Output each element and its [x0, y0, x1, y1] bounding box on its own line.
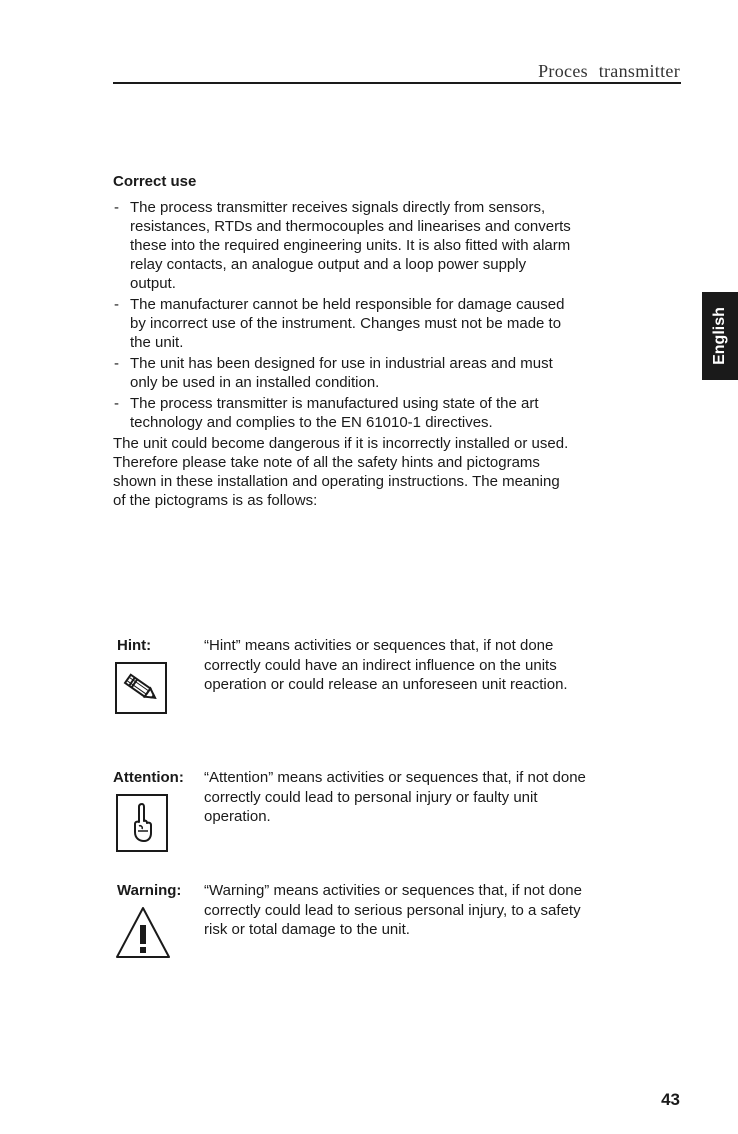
warning-icon-box [115, 905, 171, 959]
warning-block [113, 881, 593, 971]
attention-description: “Attention” means activities or sequences that, if not done correctly could lead to personal injury or faulty unit operation. [204, 769, 586, 825]
section-heading: Correct use [113, 173, 197, 190]
attention-label: Attention: [113, 769, 184, 786]
pencil-icon [117, 664, 165, 712]
attention-block [113, 768, 593, 858]
page-header-title: Proces transmitter [538, 61, 680, 81]
hint-label: Hint: [117, 637, 152, 654]
warning-label: Warning: [117, 882, 182, 899]
bullet-item: - The manufacturer cannot be held responsible for damage caused by incorrect use of the instrument. Changes must not be made to the unit. [113, 295, 573, 352]
language-tab [702, 292, 738, 380]
hint-description: “Hint” means activities or sequences that, if not done correctly could have an indirect influence on the units operation or could release an unforeseen unit reaction. [204, 637, 568, 693]
page-number: 43 [661, 1090, 680, 1109]
body-paragraph: Therefore please take note of all the safety hints and pictograms shown in these installation and operating instructions. The meaning of the pictograms is as follows: [113, 454, 560, 509]
bullet-item: - The unit has been designed for use in industrial areas and must only be used in an installed condition. [113, 354, 573, 392]
language-tab-label: English [711, 307, 728, 365]
bullet-item: - The process transmitter receives signals directly from sensors, resistances, RTDs and thermocouples and linearises and converts these into the required engineering units. It is also fitted with alarm relay contacts, an analogue output and a loop power supply output. [113, 198, 573, 293]
bullet-item: - The process transmitter is manufactured using state of the art technology and complies to the EN 61010-1 directives. [113, 394, 573, 432]
warning-triangle-icon [115, 905, 171, 959]
hint-block [113, 636, 593, 726]
body-paragraph: The unit could become dangerous if it is incorrectly installed or used. [113, 435, 569, 452]
header-rule [113, 82, 681, 84]
bullet-list [113, 198, 573, 432]
pointing-hand-icon [118, 796, 166, 850]
attention-icon-box [116, 794, 168, 852]
hint-icon-box [115, 662, 167, 714]
warning-description: “Warning” means activities or sequences that, if not done correctly could lead to serious personal injury, to a safety risk or total damage to the unit. [204, 882, 582, 938]
section-body [113, 198, 573, 510]
